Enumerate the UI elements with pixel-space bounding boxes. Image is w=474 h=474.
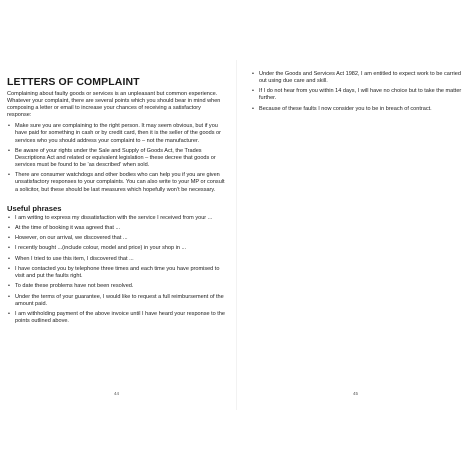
bullet-icon: • bbox=[8, 245, 10, 252]
bullet-icon: • bbox=[8, 235, 10, 242]
list-item bbox=[7, 256, 225, 263]
page-number: 44 bbox=[114, 391, 120, 396]
list-item bbox=[7, 225, 225, 232]
tip-text: Make sure you are complaining to the right person. It may seem obvious, but if you have paid for something in cash or by credit card, then it is the seller of the goods or services who you should address your complaint to – not the manufacturer. bbox=[15, 123, 221, 144]
list-item bbox=[7, 235, 225, 242]
list-item bbox=[251, 88, 465, 102]
phrase-text: When I tried to use this item, I discovered that ... bbox=[15, 255, 134, 262]
phrase-text: Because of these faults I now consider you to be in breach of contract. bbox=[259, 105, 432, 112]
list-item bbox=[251, 71, 465, 85]
bullet-icon: • bbox=[8, 283, 10, 290]
list-item bbox=[7, 266, 225, 280]
bullet-icon: • bbox=[8, 255, 10, 262]
tips-list bbox=[7, 123, 225, 193]
bullet-icon: • bbox=[8, 172, 10, 179]
phrase-text: I recently bought ...(include colour, model and price) in your shop in ... bbox=[15, 245, 187, 252]
list-item bbox=[7, 294, 225, 308]
bullet-icon: • bbox=[252, 88, 254, 95]
list-item bbox=[7, 245, 225, 252]
phrases-list-continued bbox=[251, 71, 465, 113]
list-item bbox=[7, 311, 225, 325]
right-page-content bbox=[251, 71, 465, 116]
phrases-list bbox=[7, 215, 225, 326]
bullet-icon: • bbox=[8, 224, 10, 231]
bullet-icon: • bbox=[252, 71, 254, 77]
list-item bbox=[7, 283, 225, 290]
page-title: LETTERS OF COMPLAINT bbox=[7, 76, 140, 88]
bullet-icon: • bbox=[8, 214, 10, 221]
phrase-text: I am withholding payment of the above invoice until I have heard your response to the points outlined above. bbox=[15, 311, 225, 325]
list-item bbox=[251, 106, 465, 113]
tip-text: There are consumer watchdogs and other bodies who can help you if you are given unsatisfactory responses to your complaints. You can also write to your MP or consult a solicitor, but these should be last measures which hopefully won’t be necessary. bbox=[15, 172, 225, 193]
left-page-content bbox=[7, 76, 225, 328]
tip-text: Be aware of your rights under the Sale and Supply of Goods Act, the Trades Descriptions Act and related or equivalent legislation – these decree that goods or services must be found to be ‘as described’ when sold. bbox=[15, 147, 216, 169]
bullet-icon: • bbox=[8, 147, 10, 154]
phrase-text: I am writing to express my dissatisfaction with the service I received from your ... bbox=[15, 214, 213, 221]
list-item bbox=[7, 172, 225, 193]
bullet-icon: • bbox=[8, 311, 10, 318]
phrase-text: To date these problems have not been resolved. bbox=[15, 283, 134, 290]
bullet-icon: • bbox=[8, 266, 10, 272]
phrase-text: If I do not hear from you within 14 days, I will have no choice but to take the matter further. bbox=[259, 88, 462, 102]
bullet-icon: • bbox=[8, 123, 10, 130]
right-page bbox=[237, 0, 474, 474]
phrase-text: However, on our arrival, we discovered that ... bbox=[15, 235, 128, 242]
list-item bbox=[7, 123, 225, 144]
bullet-icon: • bbox=[252, 105, 254, 112]
phrase-text: At the time of booking it was agreed that ... bbox=[15, 224, 121, 231]
useful-phrases-heading: Useful phrases bbox=[7, 203, 62, 213]
page-number: 45 bbox=[353, 391, 359, 396]
phrase-text: Under the Goods and Services Act 1982, I am entitled to expect work to be carried out using due care and skill. bbox=[259, 71, 461, 85]
phrase-text: Under the terms of your guarantee, I would like to request a full reimbursement of the amount paid. bbox=[15, 293, 224, 307]
intro-paragraph: Complaining about faulty goods or services is an unpleasant but common experience. Whatever your complaint, there are several points which you should bear in mind when composing a letter or email to increase your chances of receiving a satisfactory response: bbox=[7, 91, 221, 119]
phrase-text: I have contacted you by telephone three times and each time you have promised to visit and put the faults right. bbox=[15, 266, 220, 280]
bullet-icon: • bbox=[8, 293, 10, 300]
list-item bbox=[7, 215, 225, 222]
list-item bbox=[7, 148, 225, 169]
